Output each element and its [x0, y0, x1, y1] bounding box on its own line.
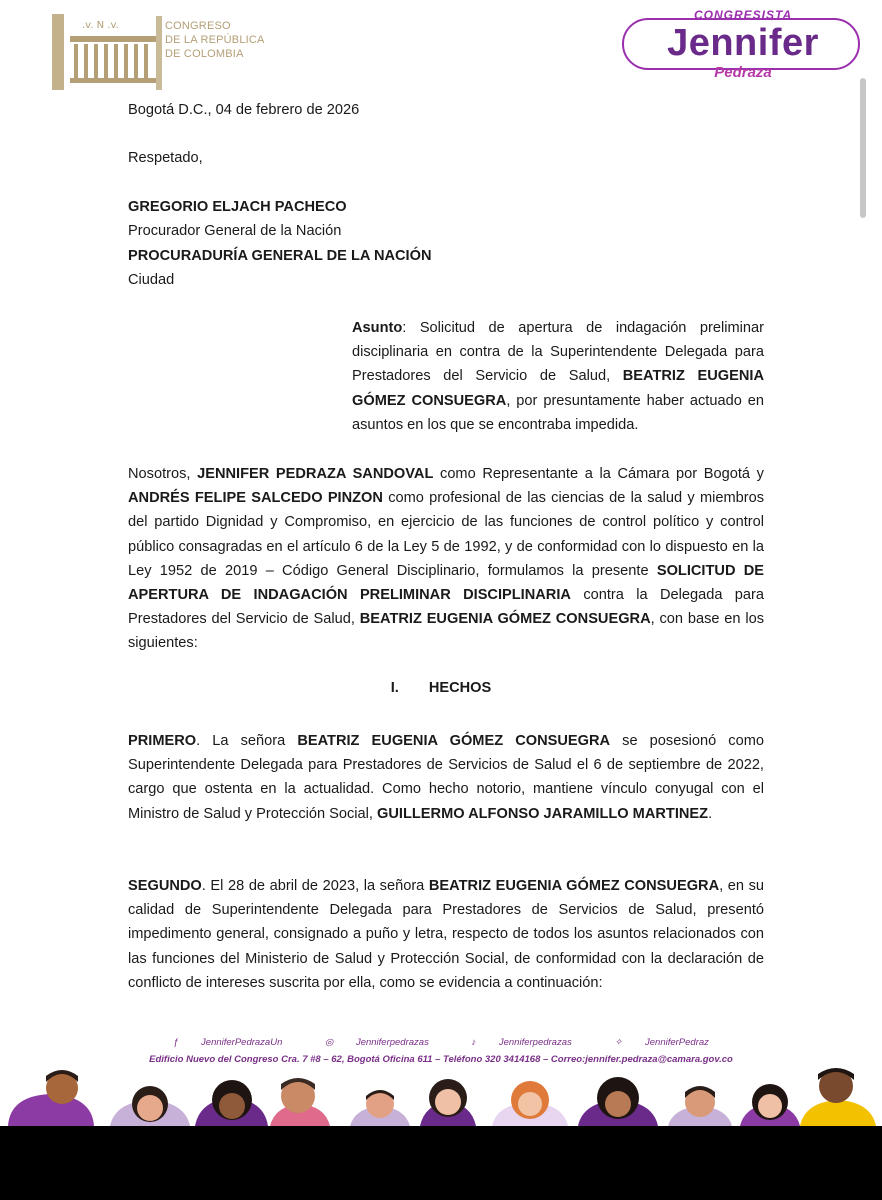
section-title: HECHOS [428, 680, 492, 696]
recipient-entity: PROCURADURÍA GENERAL DE LA NACIÓN [128, 248, 432, 264]
person-figure-icon [270, 1078, 330, 1126]
person-figure-icon [668, 1086, 732, 1126]
congresista-logo [622, 8, 864, 82]
fact-paragraph-1: PRIMERO. La señora BEATRIZ EUGENIA GÓMEZ CONSUEGRA se posesionó como Superintendente Delegada para Prestadores de Servicios de Salud el 6 de septiembre de 2022, cargo que ostenta en la actualidad. Como hecho notorio, mantiene vínculo conyugal con el Ministro de Salud y Protección Social, GUILLERMO ALFONSO JARAMILLO MARTINEZ. [128, 733, 764, 822]
instagram-link[interactable]: ◎ Jenniferpedrazas [325, 1037, 429, 1048]
subject-text-end: , por presuntamente haber actuado en asuntos en los que se encontraba impedida. [352, 392, 764, 433]
capitol-building-icon [52, 12, 162, 92]
subject-text: : Solicitud de apertura de indagación preliminar disciplinaria en contra de la Superintendente Delegada para Prestadores del Servicio de Salud, [352, 320, 764, 385]
person-figure-icon [800, 1068, 876, 1126]
twitter-icon: ✧ [614, 1037, 623, 1048]
twitter-link[interactable]: ✧ JenniferPedraz [614, 1037, 709, 1048]
facebook-link[interactable]: ƒ JenniferPedrazaUn [173, 1037, 283, 1048]
letter-greeting: Respetado, [128, 150, 203, 166]
people-illustration [0, 1066, 882, 1126]
footer-address: Edificio Nuevo del Congreso Cra. 7 #8 – 62, Bogotá Oficina 611 – Teléfono 320 3414168 – Correo:jennifer.pedraza@camara.gov.co [149, 1054, 733, 1065]
recipient-city: Ciudad [128, 272, 175, 288]
intro-paragraph: Nosotros, JENNIFER PEDRAZA SANDOVAL como Representante a la Cámara por Bogotá y ANDRÉS FELIPE SALCEDO PINZON como profesional de las ciencias de la salud y miembros del partido Dignidad y Compromiso, en ejercicio de las funciones de control político y control público consagradas en el artículo 6 de la Ley 5 de 1992, y de conformidad con lo dispuesto en la Ley 1952 de 2019 – Código General Disciplinario, formulamos la presente SOLICITUD DE APERTURA DE INDAGACIÓN PRELIMINAR DISCIPLINARIA contra la Delegada para Prestadores del Servicio de Salud, BEATRIZ EUGENIA GÓMEZ CONSUEGRA, con base en los siguientes: [128, 466, 765, 652]
person-figure-icon [492, 1081, 568, 1126]
person-figure-icon [195, 1080, 268, 1126]
facebook-icon: ƒ [173, 1037, 179, 1048]
section-heading [0, 680, 882, 696]
person-figure-icon [420, 1079, 476, 1126]
congreso-logo-text: CONGRESO DE LA REPÚBLICA DE COLOMBIA [165, 20, 265, 60]
congresista-name: Jennifer [667, 22, 819, 64]
fact-paragraph-2: SEGUNDO. El 28 de abril de 2023, la señora BEATRIZ EUGENIA GÓMEZ CONSUEGRA, en su calidad de Superintendente Delegada para Prestadores de Servicios de Salud, presentó impedimento general, consignado a puño y letra, respecto de todos los asuntos relacionados con las funciones del Ministerio de Salud y Protección Social, de conformidad con la declaración de conflicto de intereses suscrita por ella, como se evidencia a continuación: [128, 878, 764, 991]
person-figure-icon [8, 1070, 94, 1126]
instagram-icon: ◎ [325, 1037, 334, 1048]
recipient-role: Procurador General de la Nación [128, 223, 342, 239]
letter-date: Bogotá D.C., 04 de febrero de 2026 [128, 102, 360, 118]
subject-person: BEATRIZ EUGENIA GÓMEZ CONSUEGRA [352, 368, 765, 409]
bottom-black-bar [0, 1126, 882, 1200]
person-figure-icon [350, 1090, 410, 1126]
tiktok-link[interactable]: ♪ Jenniferpedrazas [471, 1037, 572, 1048]
scrollbar-thumb[interactable] [860, 78, 866, 218]
svg-text:.v. N .v.: .v. N .v. [82, 20, 119, 31]
congresista-label: CONGRESISTA [694, 8, 793, 22]
congreso-logo [52, 12, 276, 92]
section-number: I. [390, 680, 399, 696]
recipient-name: GREGORIO ELJACH PACHECO [128, 199, 347, 215]
person-figure-icon [740, 1084, 800, 1126]
tiktok-icon: ♪ [471, 1037, 477, 1048]
subject-label: Asunto [352, 320, 403, 336]
congresista-lastname: Pedraza [714, 64, 772, 81]
subject-block [352, 316, 764, 437]
social-links [0, 1037, 882, 1048]
person-figure-icon [578, 1077, 658, 1126]
person-figure-icon [110, 1086, 190, 1126]
